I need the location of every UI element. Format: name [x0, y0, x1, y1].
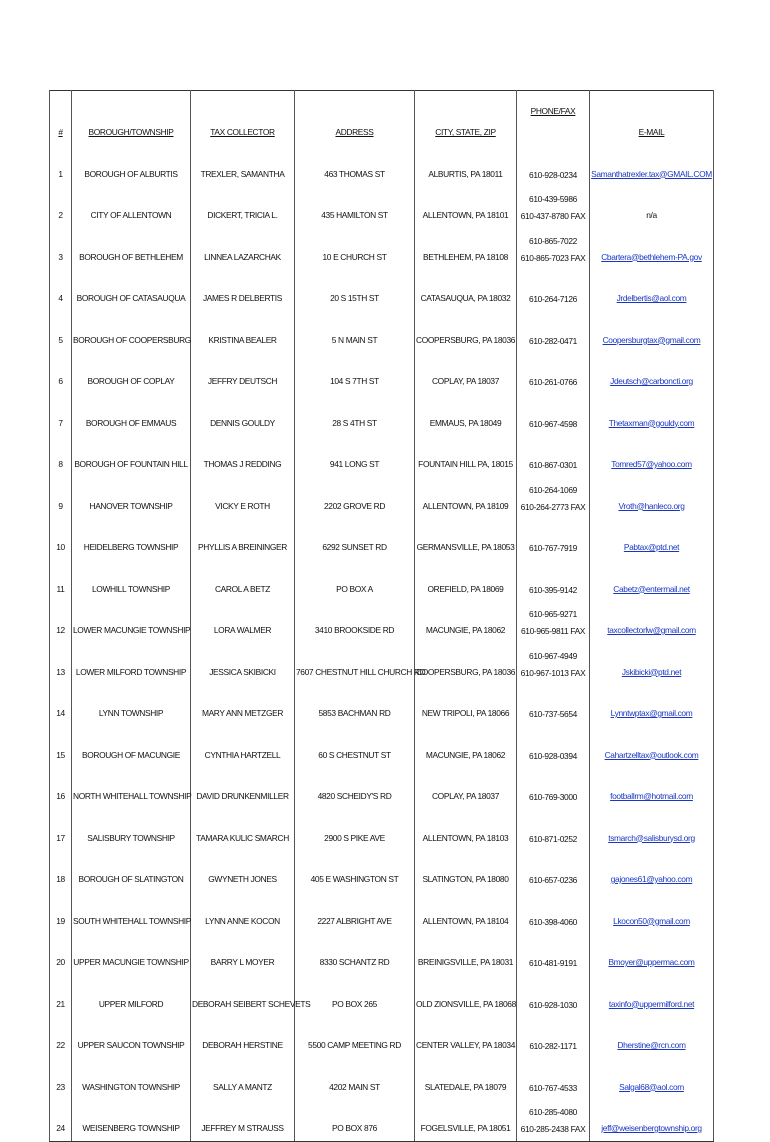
address-cell: 6292 SUNSET RD: [295, 519, 415, 561]
address-cell: 4202 MAIN ST: [295, 1058, 415, 1100]
table-row: [50, 892, 714, 934]
borough-cell: UPPER SAUCON TOWNSHIP: [72, 1017, 191, 1059]
collector-cell: BARRY L MOYER: [191, 934, 295, 976]
row-num: 18: [50, 851, 72, 893]
header-email: E-MAIL: [590, 91, 714, 146]
table-row: [50, 436, 714, 478]
phone-cell: [517, 187, 590, 229]
table-row: [50, 477, 714, 519]
table-row: [50, 228, 714, 270]
borough-cell: HEIDELBERG TOWNSHIP: [72, 519, 191, 561]
phone-cell: [517, 726, 590, 768]
row-num: 6: [50, 353, 72, 395]
address-cell: 10 E CHURCH ST: [295, 228, 415, 270]
borough-cell: LOWHILL TOWNSHIP: [72, 560, 191, 602]
phone-line: 610-767-7919: [529, 543, 577, 554]
phone-cell: [517, 892, 590, 934]
collector-cell: DICKERT, TRICIA L.: [191, 187, 295, 229]
table-row: [50, 1017, 714, 1059]
table-row: [50, 643, 714, 685]
header-num: #: [50, 91, 72, 146]
phone-line: 610-395-9142: [529, 584, 577, 595]
row-num: 11: [50, 560, 72, 602]
address-cell: 4820 SCHEIDY'S RD: [295, 768, 415, 810]
email-cell[interactable]: Tomred57@yahoo.com: [590, 436, 714, 478]
phone-cell: [517, 934, 590, 976]
row-num: 4: [50, 270, 72, 312]
email-cell[interactable]: taxinfo@uppermilford.net: [590, 975, 714, 1017]
phone-cell: [517, 1058, 590, 1100]
address-cell: 2227 ALBRIGHT AVE: [295, 892, 415, 934]
row-num: 14: [50, 685, 72, 727]
table-row: [50, 145, 714, 187]
collector-cell: DAVID DRUNKENMILLER: [191, 768, 295, 810]
address-cell: 8330 SCHANTZ RD: [295, 934, 415, 976]
address-cell: 435 HAMILTON ST: [295, 187, 415, 229]
table-row: [50, 394, 714, 436]
email-cell[interactable]: Pabtax@ptd.net: [590, 519, 714, 561]
row-num: 22: [50, 1017, 72, 1059]
table-row: [50, 934, 714, 976]
phone-line: 610-737-5654: [529, 709, 577, 720]
table-row: [50, 726, 714, 768]
borough-cell: BOROUGH OF CATASAUQUA: [72, 270, 191, 312]
city-cell: FOGELSVILLE, PA 18051: [415, 1100, 517, 1142]
city-cell: OREFIELD, PA 18069: [415, 560, 517, 602]
collector-cell: JAMES R DELBERTIS: [191, 270, 295, 312]
phone-cell: [517, 436, 590, 478]
email-cell[interactable]: Cabetz@entermail.net: [590, 560, 714, 602]
phone-line: 610-965-9811 FAX: [520, 626, 586, 637]
collector-cell: JESSICA SKIBICKI: [191, 643, 295, 685]
collector-cell: JEFFREY M STRAUSS: [191, 1100, 295, 1142]
city-cell: COOPERSBURG, PA 18036: [415, 311, 517, 353]
borough-cell: NORTH WHITEHALL TOWNSHIP: [72, 768, 191, 810]
phone-line: 610-398-4060: [529, 916, 577, 927]
phone-cell: [517, 1100, 590, 1142]
email-cell[interactable]: footballrm@hotmail.com: [590, 768, 714, 810]
phone-cell: [517, 519, 590, 561]
row-num: 8: [50, 436, 72, 478]
email-cell[interactable]: taxcollectorlw@gmail.com: [590, 602, 714, 644]
city-cell: OLD ZIONSVILLE, PA 18068: [415, 975, 517, 1017]
collector-cell: THOMAS J REDDING: [191, 436, 295, 478]
address-cell: PO BOX A: [295, 560, 415, 602]
row-num: 17: [50, 809, 72, 851]
address-cell: 60 S CHESTNUT ST: [295, 726, 415, 768]
phone-line: 610-965-9271: [529, 609, 577, 620]
phone-line: 610-767-4533: [529, 1082, 577, 1093]
phone-cell: [517, 353, 590, 395]
city-cell: SLATINGTON, PA 18080: [415, 851, 517, 893]
city-cell: BETHLEHEM, PA 18108: [415, 228, 517, 270]
address-cell: 405 E WASHINGTON ST: [295, 851, 415, 893]
phone-line: 610-928-1030: [529, 999, 577, 1010]
borough-cell: BOROUGH OF EMMAUS: [72, 394, 191, 436]
city-cell: ALLENTOWN, PA 18101: [415, 187, 517, 229]
table-row: [50, 809, 714, 851]
phone-line: 610-657-0236: [529, 875, 577, 886]
collector-cell: TREXLER, SAMANTHA: [191, 145, 295, 187]
borough-cell: BOROUGH OF FOUNTAIN HILL: [72, 436, 191, 478]
phone-line: 610-282-1171: [529, 1041, 577, 1052]
email-cell[interactable]: Lkocon50@gmail.com: [590, 892, 714, 934]
row-num: 1: [50, 145, 72, 187]
address-cell: 2900 S PIKE AVE: [295, 809, 415, 851]
collector-cell: TAMARA KULIC SMARCH: [191, 809, 295, 851]
address-cell: 463 THOMAS ST: [295, 145, 415, 187]
row-num: 15: [50, 726, 72, 768]
address-cell: 941 LONG ST: [295, 436, 415, 478]
email-cell[interactable]: Salgal68@aol.com: [590, 1058, 714, 1100]
table-row: [50, 1100, 714, 1142]
table-row: [50, 851, 714, 893]
phone-line: 610-967-1013 FAX: [520, 667, 586, 678]
row-num: 5: [50, 311, 72, 353]
row-num: 23: [50, 1058, 72, 1100]
email-cell[interactable]: Cahartzelltax@outlook.com: [590, 726, 714, 768]
email-cell[interactable]: Thetaxman@gouldy.com: [590, 394, 714, 436]
city-cell: BREINIGSVILLE, PA 18031: [415, 934, 517, 976]
row-num: 24: [50, 1100, 72, 1142]
phone-line: 610-285-4080: [529, 1107, 577, 1118]
header-borough: BOROUGH/TOWNSHIP: [72, 91, 191, 146]
city-cell: MACUNGIE, PA 18062: [415, 726, 517, 768]
phone-line: 610-285-2438 FAX: [520, 1124, 586, 1135]
row-num: 21: [50, 975, 72, 1017]
city-cell: MACUNGIE, PA 18062: [415, 602, 517, 644]
email-cell[interactable]: gajones61@yahoo.com: [590, 851, 714, 893]
city-cell: EMMAUS, PA 18049: [415, 394, 517, 436]
table-row: [50, 270, 714, 312]
email-cell[interactable]: Jrdelbertis@aol.com: [590, 270, 714, 312]
phone-cell: [517, 270, 590, 312]
collector-cell: DEBORAH SEIBERT SCHEVETS: [191, 975, 295, 1017]
collector-cell: MARY ANN METZGER: [191, 685, 295, 727]
phone-line: 610-928-0234: [529, 169, 577, 180]
address-cell: 5500 CAMP MEETING RD: [295, 1017, 415, 1059]
header-row: [50, 91, 714, 146]
email-cell[interactable]: Cbartera@bethlehem-PA.gov: [590, 228, 714, 270]
header-phone: PHONE/FAX: [517, 91, 590, 146]
address-cell: PO BOX 876: [295, 1100, 415, 1142]
borough-cell: UPPER MILFORD: [72, 975, 191, 1017]
phone-line: 610-967-4598: [529, 418, 577, 429]
address-cell: 104 S 7TH ST: [295, 353, 415, 395]
phone-line: 610-867-0301: [529, 460, 577, 471]
borough-cell: BOROUGH OF COOPERSBURG: [72, 311, 191, 353]
phone-cell: [517, 768, 590, 810]
phone-line: 610-282-0471: [529, 335, 577, 346]
collector-cell: JEFFRY DEUTSCH: [191, 353, 295, 395]
collector-cell: VICKY E ROTH: [191, 477, 295, 519]
phone-cell: [517, 643, 590, 685]
header-address: ADDRESS: [295, 91, 415, 146]
phone-line: 610-481-9191: [529, 958, 577, 969]
phone-cell: [517, 975, 590, 1017]
borough-cell: BOROUGH OF SLATINGTON: [72, 851, 191, 893]
row-num: 12: [50, 602, 72, 644]
city-cell: ALLENTOWN, PA 18104: [415, 892, 517, 934]
phone-cell: [517, 394, 590, 436]
email-cell: n/a: [590, 187, 714, 229]
collector-cell: DENNIS GOULDY: [191, 394, 295, 436]
city-cell: NEW TRIPOLI, PA 18066: [415, 685, 517, 727]
collector-cell: GWYNETH JONES: [191, 851, 295, 893]
address-cell: 7607 CHESTNUT HILL CHURCH RD: [295, 643, 415, 685]
collector-cell: CAROL A BETZ: [191, 560, 295, 602]
phone-line: 610-928-0394: [529, 750, 577, 761]
borough-cell: HANOVER TOWNSHIP: [72, 477, 191, 519]
borough-cell: BOROUGH OF MACUNGIE: [72, 726, 191, 768]
phone-cell: [517, 1017, 590, 1059]
table-row: [50, 975, 714, 1017]
row-num: 9: [50, 477, 72, 519]
row-num: 13: [50, 643, 72, 685]
row-num: 7: [50, 394, 72, 436]
borough-cell: WASHINGTON TOWNSHIP: [72, 1058, 191, 1100]
city-cell: CATASAUQUA, PA 18032: [415, 270, 517, 312]
collector-cell: KRISTINA BEALER: [191, 311, 295, 353]
phone-cell: [517, 228, 590, 270]
row-num: 3: [50, 228, 72, 270]
row-num: 20: [50, 934, 72, 976]
phone-line: 610-865-7022: [529, 235, 577, 246]
table-row: [50, 602, 714, 644]
borough-cell: WEISENBERG TOWNSHIP: [72, 1100, 191, 1142]
address-cell: 5853 BACHMAN RD: [295, 685, 415, 727]
borough-cell: CITY OF ALLENTOWN: [72, 187, 191, 229]
table-row: [50, 768, 714, 810]
row-num: 2: [50, 187, 72, 229]
tax-collector-table: [49, 90, 714, 1142]
phone-cell: [517, 809, 590, 851]
phone-line: 610-439-5986: [529, 194, 577, 205]
phone-line: 610-871-0252: [529, 833, 577, 844]
table-row: [50, 187, 714, 229]
address-cell: 3410 BROOKSIDE RD: [295, 602, 415, 644]
email-cell[interactable]: Vroth@hanleco.org: [590, 477, 714, 519]
phone-cell: [517, 311, 590, 353]
city-cell: CENTER VALLEY, PA 18034: [415, 1017, 517, 1059]
phone-cell: [517, 477, 590, 519]
city-cell: COPLAY, PA 18037: [415, 353, 517, 395]
collector-cell: CYNTHIA HARTZELL: [191, 726, 295, 768]
address-cell: PO BOX 265: [295, 975, 415, 1017]
city-cell: COOPERSBURG, PA 18036: [415, 643, 517, 685]
table-row: [50, 685, 714, 727]
email-cell[interactable]: Dherstine@rcn.com: [590, 1017, 714, 1059]
collector-cell: LYNN ANNE KOCON: [191, 892, 295, 934]
phone-line: 610-865-7023 FAX: [520, 252, 586, 263]
city-cell: FOUNTAIN HILL PA, 18015: [415, 436, 517, 478]
collector-cell: LORA WALMER: [191, 602, 295, 644]
borough-cell: BOROUGH OF COPLAY: [72, 353, 191, 395]
email-cell[interactable]: jeff@weisenbergtownship.org: [590, 1100, 714, 1142]
collector-cell: DEBORAH HERSTINE: [191, 1017, 295, 1059]
city-cell: ALLENTOWN, PA 18109: [415, 477, 517, 519]
email-cell[interactable]: tsmarch@salisburysd.org: [590, 809, 714, 851]
borough-cell: SOUTH WHITEHALL TOWNSHIP: [72, 892, 191, 934]
header-collector: TAX COLLECTOR: [191, 91, 295, 146]
address-cell: 2202 GROVE RD: [295, 477, 415, 519]
phone-cell: [517, 145, 590, 187]
phone-line: 610-769-3000: [529, 792, 577, 803]
city-cell: ALLENTOWN, PA 18103: [415, 809, 517, 851]
borough-cell: LYNN TOWNSHIP: [72, 685, 191, 727]
address-cell: 20 S 15TH ST: [295, 270, 415, 312]
phone-line: 610-264-1069: [529, 484, 577, 495]
phone-cell: [517, 685, 590, 727]
table-row: [50, 311, 714, 353]
phone-cell: [517, 560, 590, 602]
borough-cell: LOWER MILFORD TOWNSHIP: [72, 643, 191, 685]
phone-line: 610-437-8780 FAX: [520, 211, 586, 222]
city-cell: SLATEDALE, PA 18079: [415, 1058, 517, 1100]
header-city: CITY, STATE, ZIP: [415, 91, 517, 146]
row-num: 19: [50, 892, 72, 934]
address-cell: 28 S 4TH ST: [295, 394, 415, 436]
table-row: [50, 560, 714, 602]
row-num: 16: [50, 768, 72, 810]
email-cell[interactable]: Jdeutsch@carboncti.org: [590, 353, 714, 395]
row-num: 10: [50, 519, 72, 561]
phone-line: 610-264-7126: [529, 294, 577, 305]
phone-cell: [517, 602, 590, 644]
city-cell: COPLAY, PA 18037: [415, 768, 517, 810]
borough-cell: LOWER MACUNGIE TOWNSHIP: [72, 602, 191, 644]
collector-cell: PHYLLIS A BREININGER: [191, 519, 295, 561]
email-cell[interactable]: Jskibicki@ptd.net: [590, 643, 714, 685]
address-cell: 5 N MAIN ST: [295, 311, 415, 353]
email-cell[interactable]: Coopersburgtax@gmail.com: [590, 311, 714, 353]
city-cell: GERMANSVILLE, PA 18053: [415, 519, 517, 561]
borough-cell: UPPER MACUNGIE TOWNSHIP: [72, 934, 191, 976]
phone-line: 610-967-4949: [529, 650, 577, 661]
borough-cell: SALISBURY TOWNSHIP: [72, 809, 191, 851]
email-cell[interactable]: Samanthatrexler.tax@GMAIL.COM: [590, 145, 714, 187]
table-row: [50, 519, 714, 561]
email-cell[interactable]: Lynntwptax@gmail.com: [590, 685, 714, 727]
table-row: [50, 353, 714, 395]
email-cell[interactable]: Bmoyer@uppermac.com: [590, 934, 714, 976]
borough-cell: BOROUGH OF BETHLEHEM: [72, 228, 191, 270]
phone-cell: [517, 851, 590, 893]
phone-line: 610-264-2773 FAX: [520, 501, 586, 512]
table-row: [50, 1058, 714, 1100]
city-cell: ALBURTIS, PA 18011: [415, 145, 517, 187]
borough-cell: BOROUGH OF ALBURTIS: [72, 145, 191, 187]
phone-line: 610-261-0766: [529, 377, 577, 388]
collector-cell: SALLY A MANTZ: [191, 1058, 295, 1100]
collector-cell: LINNEA LAZARCHAK: [191, 228, 295, 270]
